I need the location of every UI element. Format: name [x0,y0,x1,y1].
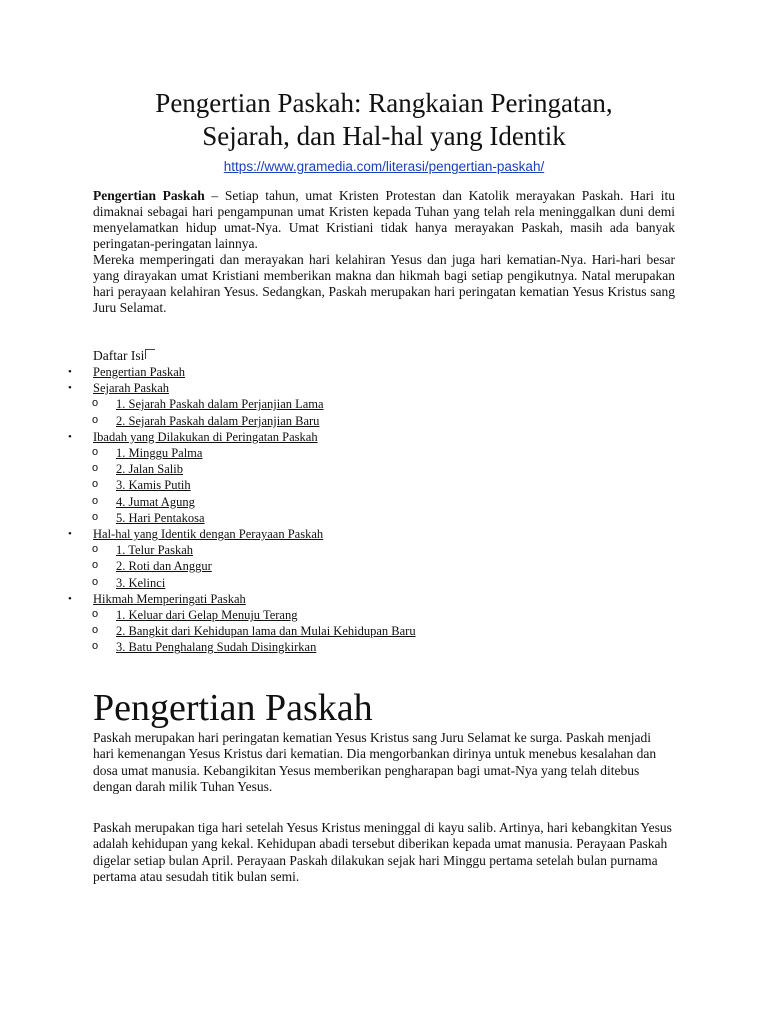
toc-subitem [116,623,675,639]
toc-heading-label: Daftar Isi [93,348,145,363]
page-title-line-2: Sejarah, dan Hal-hal yang Identik [202,121,566,151]
toc-link[interactable]: Sejarah Paskah [93,381,170,396]
toc-sublink[interactable]: 1. Sejarah Paskah dalam Perjanjian Lama [116,397,324,412]
toc-sublink[interactable]: 5. Hari Pentakosa [116,510,205,525]
toc-heading [93,348,675,364]
toc-subitem [116,494,675,510]
toc-sublink[interactable]: 2. Sejarah Paskah dalam Perjanjian Baru [116,413,320,428]
intro-lead: Pengertian Paskah [93,188,205,203]
toc-subitem [116,542,675,558]
toc-sublink[interactable]: 2. Bangkit dari Kehidupan lama dan Mulai Kehidupan Baru [116,624,416,639]
intro-paragraph-2: Mereka memperingati dan merayakan hari kelahiran Yesus dan juga hari kematian-Nya. Hari-hari besar yang dirayakan umat Kristiani memberikan makna dan hikmah bagi setiap pengikutnya. Natal merupakan hari perayaan kelahiran Yesus. Sedangkan, Paskah merupakan hari peringatan kematian Yesus Kristus sang Juru Selamat. [93,252,675,315]
toc-subitem [116,413,675,429]
toc-sublist [93,396,675,428]
toc-link[interactable]: Pengertian Paskah [93,365,185,379]
toc-subitem [116,607,675,623]
toc-sublink[interactable]: 2. Roti dan Anggur [116,559,212,574]
toc-sublink[interactable]: 1. Minggu Palma [116,446,203,461]
toc-link[interactable]: Ibadah yang Dilakukan di Peringatan Paskah [93,429,318,444]
toc-sublist [93,542,675,591]
toc-item [93,429,675,526]
section-paragraph-1: Paskah merupakan hari peringatan kematian Yesus Kristus sang Juru Selamat ke surga. Paskah menjadi hari kemenangan Yesus Kristus dari kematian. Dia mengorbankan dirinya untuk menebus kesalahan dan dosa umat manusia. Kebangikitan Yesus memberikan pengharapan bagi umat-Nya yang telah ditebus dengan darah milik Tuhan Yesus. [93,729,657,795]
toc-sublink[interactable]: 4. Jumat Agung [116,494,195,509]
toc-sublink[interactable]: 3. Kamis Putih [116,478,191,493]
toc-sublink[interactable]: 1. Keluar dari Gelap Menuju Terang [116,608,298,623]
toc-item [93,591,675,656]
toc-subitem [116,477,675,493]
page-title-line-1: Pengertian Paskah: Rangkaian Peringatan, [155,88,613,118]
intro-text-1: – Setiap tahun, umat Kristen Protestan dan Katolik merayakan Paskah. Hari itu dimaknai sebagai hari pengampunan umat Kristen kepada Tuhan yang telah rela meninggalkan duni demi menyelamatkan hidup umat-Nya. Umat Kristiani tidak hanya merayakan Paskah, masih ada banyak peringatan-peringatan lainnya. [93,188,675,251]
intro-section [93,188,675,316]
toc-sublink[interactable]: 3. Kelinci [116,575,166,590]
toc-subitem [116,639,675,655]
toc-subitem [116,396,675,412]
toc-sublist [93,445,675,526]
intro-paragraph-1 [93,188,675,252]
toc-toggle-icon[interactable] [145,349,155,359]
toc-sublink[interactable]: 3. Batu Penghalang Sudah Disingkirkan [116,640,317,655]
toc-item [93,364,675,380]
toc-link[interactable]: Hikmah Memperingati Paskah [93,591,246,606]
source-link[interactable]: https://www.gramedia.com/literasi/pengertian-paskah/ [223,159,545,174]
toc-subitem [116,510,675,526]
section-heading: Pengertian Paskah [93,686,373,729]
page-title [93,0,675,153]
toc-item [93,380,675,429]
section-body [93,730,675,886]
toc-subitem [116,558,675,574]
table-of-contents [93,364,675,656]
toc-sublink[interactable]: 1. Telur Paskah [116,543,194,558]
toc-sublink[interactable]: 2. Jalan Salib [116,462,184,477]
toc-link[interactable]: Hal-hal yang Identik dengan Perayaan Paskah [93,527,324,542]
toc-subitem [116,461,675,477]
toc-subitem [116,575,675,591]
section-paragraph-2: Paskah merupakan tiga hari setelah Yesus Kristus meninggal di kayu salib. Artinya, hari kebangkitan Yesus adalah kehidupan yang kekal. Kehidupan abadi tersebut diberikan kepada umat manusia. Perayaan Paskah digelar setiap bulan April. Perayaan Paskah dilakukan sejak hari Minggu pertama setelah bulan purnama pertama atau sesudah titik bulan semi. [93,819,672,885]
toc-item [93,526,675,591]
toc-subitem [116,445,675,461]
toc-sublist [93,607,675,656]
